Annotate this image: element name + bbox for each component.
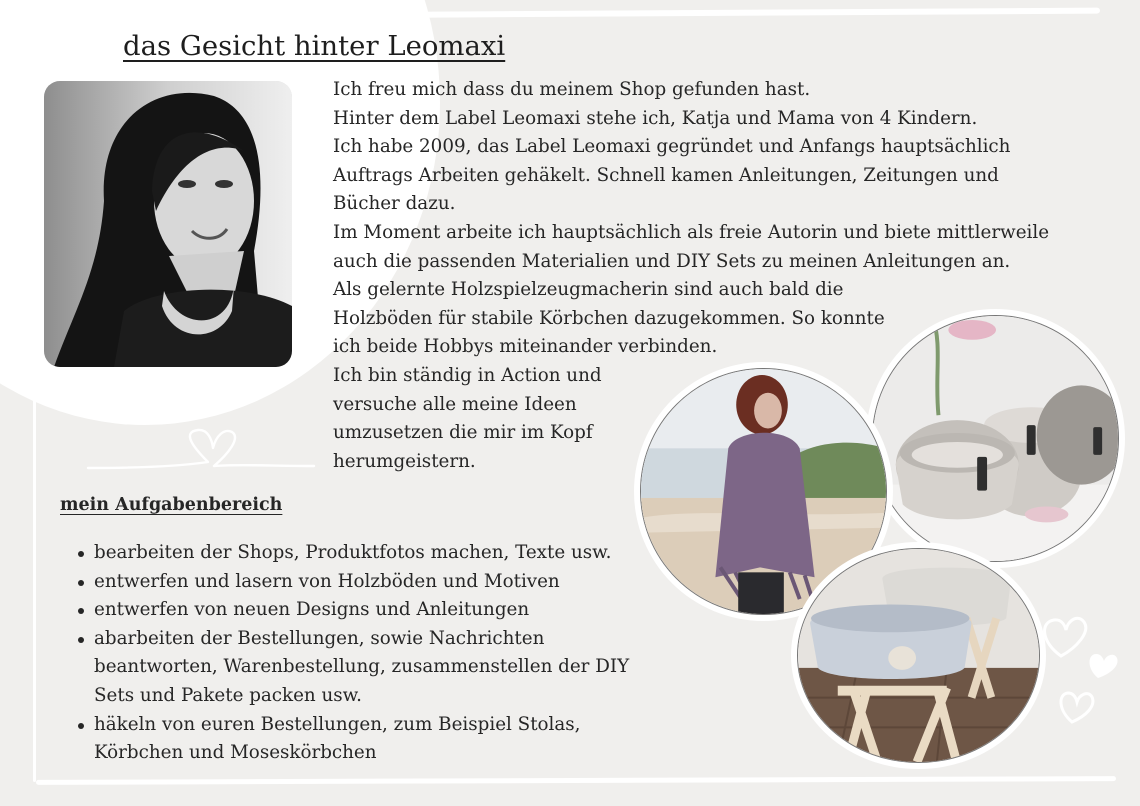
intro-line: ich beide Hobbys miteinander verbinden.	[333, 336, 718, 358]
intro-line: Als gelernte Holzspielzeugmacherin sind auch bald die	[333, 279, 844, 301]
list-item-line: beantworten, Warenbestellung, zusammenstellen der DIY	[94, 656, 630, 678]
list-item-line: Sets und Pakete packen usw.	[94, 684, 362, 706]
intro-line: Holzböden für stabile Körbchen dazugekommen. So konnte	[333, 307, 885, 329]
intro-line: Ich bin ständig in Action und	[333, 364, 602, 386]
intro-line: Ich freu mich dass du meinem Shop gefunden hast.	[333, 79, 811, 100]
intro-line: auch die passenden Materialien und DIY Sets zu meinen Anleitungen an.	[333, 250, 1011, 272]
list-item-line: Körbchen und Moseskörbchen	[94, 742, 377, 764]
list-item-line: abarbeiten der Bestellungen, sowie Nachrichten	[94, 627, 545, 649]
list-item-line: entwerfen von neuen Designs und Anleitungen	[94, 599, 530, 621]
list-item	[94, 568, 694, 597]
hearts-icon	[1036, 610, 1126, 730]
bottom-divider-line	[36, 776, 1116, 785]
intro-line: Ich habe 2009, das Label Leomaxi gegründet und Anfangs hauptsächlich	[333, 136, 1011, 158]
list-item	[94, 625, 694, 711]
intro-line: versuche alle meine Ideen	[333, 393, 577, 415]
list-item-line: bearbeiten der Shops, Produktfotos machen, Texte usw.	[94, 542, 612, 563]
list-item-line: entwerfen und lasern von Holzböden und Motiven	[94, 570, 560, 592]
intro-line: Hinter dem Label Leomaxi stehe ich, Katja und Mama von 4 Kindern.	[333, 107, 978, 129]
moses-basket-photo	[797, 548, 1040, 763]
portrait-photo	[44, 81, 292, 367]
list-item-line: häkeln von euren Bestellungen, zum Beispiel Stolas,	[94, 713, 581, 735]
left-divider-line	[33, 390, 36, 782]
intro-line: herumgeistern.	[333, 450, 476, 472]
list-item	[94, 539, 694, 568]
intro-line: Im Moment arbeite ich hauptsächlich als freie Autorin und biete mittlerweile	[333, 221, 1050, 243]
intro-line: umzusetzen die mir im Kopf	[333, 422, 593, 444]
list-item	[94, 596, 694, 625]
intro-line: Bücher dazu.	[333, 193, 456, 215]
section-title: mein Aufgabenbereich	[60, 495, 283, 515]
page-title: das Gesicht hinter Leomaxi	[123, 30, 506, 62]
heart-outline-icon	[86, 426, 316, 478]
intro-line: Auftrags Arbeiten gehäkelt. Schnell kamen Anleitungen, Zeitungen und	[333, 164, 999, 186]
baskets-photo	[872, 315, 1119, 562]
list-item	[94, 711, 694, 768]
task-list	[94, 539, 694, 768]
